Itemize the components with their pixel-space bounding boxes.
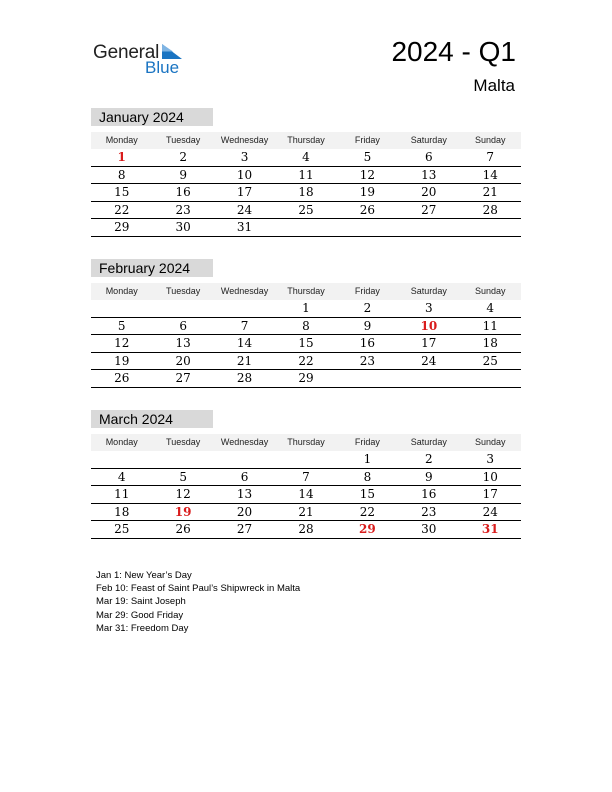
date-cell: 8 bbox=[117, 167, 126, 182]
date-cell: 17 bbox=[482, 487, 498, 501]
date-cell: 26 bbox=[175, 522, 191, 536]
date-cell: 28 bbox=[482, 202, 498, 217]
weekday-header bbox=[91, 132, 521, 149]
date-cell bbox=[214, 451, 275, 468]
week-row bbox=[91, 202, 521, 220]
date-cell: 18 bbox=[482, 336, 498, 350]
date-cell bbox=[337, 370, 398, 387]
weekday-label: Monday bbox=[105, 286, 138, 296]
weekday-label: Monday bbox=[105, 135, 138, 145]
date-cell: 13 bbox=[236, 487, 253, 501]
weekday-label: Tuesday bbox=[166, 437, 201, 447]
month-label: February 2024 bbox=[91, 259, 213, 277]
date-cell: 15 bbox=[114, 185, 130, 199]
date-cell: 14 bbox=[236, 336, 253, 350]
date-cell: 28 bbox=[298, 522, 314, 536]
week-row bbox=[91, 451, 521, 469]
holiday-note: Mar 31: Freedom Day bbox=[96, 622, 189, 634]
weekday-label: Friday bbox=[354, 286, 380, 296]
date-cell bbox=[460, 219, 521, 236]
date-cell: 20 bbox=[236, 504, 253, 519]
weekday-label: Saturday bbox=[410, 286, 447, 296]
date-cell bbox=[398, 219, 459, 236]
date-cell: 1 bbox=[302, 301, 310, 315]
date-cell: 21 bbox=[236, 353, 253, 368]
date-cell: 29 bbox=[114, 220, 130, 234]
date-cell: 22 bbox=[298, 353, 314, 368]
date-cell: 6 bbox=[240, 469, 249, 484]
holiday-notes bbox=[96, 569, 300, 635]
date-cell: 19 bbox=[114, 353, 130, 368]
holiday-note: Mar 29: Good Friday bbox=[96, 609, 184, 621]
holiday-date: 10 bbox=[420, 318, 438, 333]
date-cell: 17 bbox=[236, 185, 253, 199]
week-row bbox=[91, 318, 521, 336]
holiday-note: Feb 10: Feast of Saint Paul’s Shipwreck in Malta bbox=[96, 583, 301, 595]
date-cell: 23 bbox=[359, 353, 376, 368]
weekday-header bbox=[91, 434, 521, 451]
date-cell: 3 bbox=[486, 452, 495, 466]
date-cell: 31 bbox=[236, 220, 253, 234]
date-cell: 26 bbox=[359, 202, 376, 217]
date-cell: 26 bbox=[114, 371, 130, 385]
date-cell: 5 bbox=[179, 469, 187, 484]
weekday-label: Tuesday bbox=[166, 286, 201, 296]
date-cell: 12 bbox=[114, 336, 130, 350]
date-cell: 2 bbox=[179, 150, 187, 164]
date-cell: 25 bbox=[482, 353, 498, 368]
logo-general-text: General bbox=[93, 42, 160, 63]
date-cell: 13 bbox=[421, 167, 437, 182]
month-march bbox=[91, 410, 521, 539]
month-january bbox=[91, 108, 521, 237]
date-cell: 18 bbox=[298, 185, 314, 199]
holiday-note: Mar 19: Saint Joseph bbox=[96, 596, 186, 608]
date-cell: 23 bbox=[421, 504, 437, 519]
date-cell: 11 bbox=[482, 318, 498, 333]
date-cell: 21 bbox=[298, 504, 314, 519]
date-cell bbox=[214, 300, 275, 317]
date-cell: 11 bbox=[114, 487, 130, 501]
date-cell: 8 bbox=[302, 318, 310, 333]
date-cell: 4 bbox=[117, 469, 126, 484]
weekday-label: Saturday bbox=[410, 437, 447, 447]
date-cell: 21 bbox=[482, 185, 498, 199]
date-cell: 18 bbox=[114, 504, 130, 519]
date-cell: 14 bbox=[298, 487, 314, 501]
date-cell: 11 bbox=[298, 167, 314, 182]
week-row bbox=[91, 469, 521, 487]
date-cell: 22 bbox=[359, 504, 376, 519]
date-cell: 3 bbox=[240, 150, 249, 164]
date-cell: 4 bbox=[486, 301, 495, 315]
date-cell: 12 bbox=[175, 487, 191, 501]
weekday-label: Sunday bbox=[474, 437, 506, 447]
weekday-label: Saturday bbox=[410, 135, 447, 145]
date-cell: 25 bbox=[298, 202, 314, 217]
date-cell: 1 bbox=[363, 452, 372, 466]
logo-blue-text: Blue bbox=[145, 58, 180, 77]
date-cell: 24 bbox=[236, 202, 253, 217]
date-cell: 27 bbox=[175, 371, 191, 385]
week-row bbox=[91, 521, 521, 539]
date-cell: 30 bbox=[175, 220, 191, 234]
date-cell: 23 bbox=[175, 202, 191, 217]
weekday-header bbox=[91, 283, 521, 300]
date-cell: 6 bbox=[425, 150, 433, 164]
date-cell bbox=[398, 370, 459, 387]
date-cell: 6 bbox=[179, 318, 187, 333]
week-row bbox=[91, 486, 521, 504]
week-row bbox=[91, 335, 521, 353]
date-cell: 9 bbox=[363, 318, 372, 333]
date-cell bbox=[275, 219, 336, 236]
date-cell: 29 bbox=[298, 371, 314, 385]
date-cell: 20 bbox=[421, 185, 437, 199]
date-cell: 16 bbox=[421, 487, 437, 501]
date-cell bbox=[91, 300, 152, 317]
date-cell: 16 bbox=[175, 185, 191, 199]
date-cell: 3 bbox=[425, 301, 433, 315]
month-label: March 2024 bbox=[91, 410, 213, 428]
date-cell bbox=[275, 451, 336, 468]
country-name: Malta bbox=[473, 76, 515, 95]
weekday-label: Wednesday bbox=[220, 135, 269, 145]
date-cell: 5 bbox=[117, 318, 126, 333]
date-cell bbox=[152, 300, 213, 317]
date-cell: 9 bbox=[179, 167, 187, 182]
weekday-label: Sunday bbox=[474, 135, 506, 145]
month-february bbox=[91, 259, 521, 388]
date-cell: 28 bbox=[236, 371, 253, 385]
date-cell: 2 bbox=[363, 301, 372, 315]
date-cell: 19 bbox=[359, 185, 376, 199]
date-cell: 13 bbox=[175, 336, 191, 350]
week-row bbox=[91, 504, 521, 522]
date-cell: 27 bbox=[421, 202, 437, 217]
weekday-label: Thursday bbox=[287, 286, 325, 296]
logo bbox=[93, 42, 193, 78]
month-label: January 2024 bbox=[91, 108, 213, 126]
holiday-date: 19 bbox=[174, 504, 192, 519]
week-row bbox=[91, 370, 521, 388]
weekday-label: Wednesday bbox=[220, 286, 269, 296]
week-row bbox=[91, 167, 521, 185]
date-cell bbox=[91, 451, 152, 468]
date-cell: 22 bbox=[114, 202, 130, 217]
date-cell: 15 bbox=[298, 336, 314, 350]
holiday-date: 31 bbox=[481, 522, 499, 536]
date-cell: 14 bbox=[482, 167, 498, 182]
date-cell: 7 bbox=[240, 318, 249, 333]
holiday-date: 29 bbox=[359, 522, 376, 536]
weekday-label: Wednesday bbox=[220, 437, 269, 447]
week-row bbox=[91, 353, 521, 371]
weekday-label: Tuesday bbox=[166, 135, 201, 145]
date-cell: 27 bbox=[236, 522, 253, 536]
week-row bbox=[91, 184, 521, 202]
weekday-label: Monday bbox=[105, 437, 138, 447]
week-row bbox=[91, 219, 521, 237]
date-cell: 20 bbox=[175, 353, 191, 368]
date-cell: 30 bbox=[421, 522, 437, 536]
weekday-label: Thursday bbox=[287, 135, 325, 145]
date-cell: 15 bbox=[359, 487, 376, 501]
weekday-label: Friday bbox=[354, 135, 380, 145]
date-cell: 8 bbox=[363, 469, 372, 484]
page-title: 2024 - Q1 bbox=[391, 36, 516, 67]
date-cell: 25 bbox=[114, 522, 130, 536]
holiday-date: 1 bbox=[117, 150, 126, 164]
week-row bbox=[91, 149, 521, 167]
date-cell: 10 bbox=[236, 167, 253, 182]
date-cell: 7 bbox=[302, 469, 310, 484]
date-cell: 9 bbox=[425, 469, 433, 484]
holiday-note: Jan 1: New Year’s Day bbox=[96, 570, 192, 581]
date-cell: 4 bbox=[302, 150, 310, 164]
date-cell bbox=[460, 370, 521, 387]
date-cell: 24 bbox=[482, 504, 498, 519]
date-cell: 2 bbox=[425, 452, 433, 466]
date-cell bbox=[152, 451, 213, 468]
date-cell: 12 bbox=[359, 167, 376, 182]
date-cell: 16 bbox=[359, 336, 376, 350]
date-cell: 17 bbox=[421, 336, 437, 350]
week-row bbox=[91, 300, 521, 318]
date-cell: 10 bbox=[482, 469, 498, 484]
date-cell bbox=[337, 219, 398, 236]
weekday-label: Sunday bbox=[474, 286, 506, 296]
date-cell: 5 bbox=[363, 150, 372, 164]
weekday-label: Friday bbox=[354, 437, 380, 447]
weekday-label: Thursday bbox=[287, 437, 325, 447]
date-cell: 7 bbox=[486, 150, 495, 164]
date-cell: 24 bbox=[421, 353, 437, 368]
